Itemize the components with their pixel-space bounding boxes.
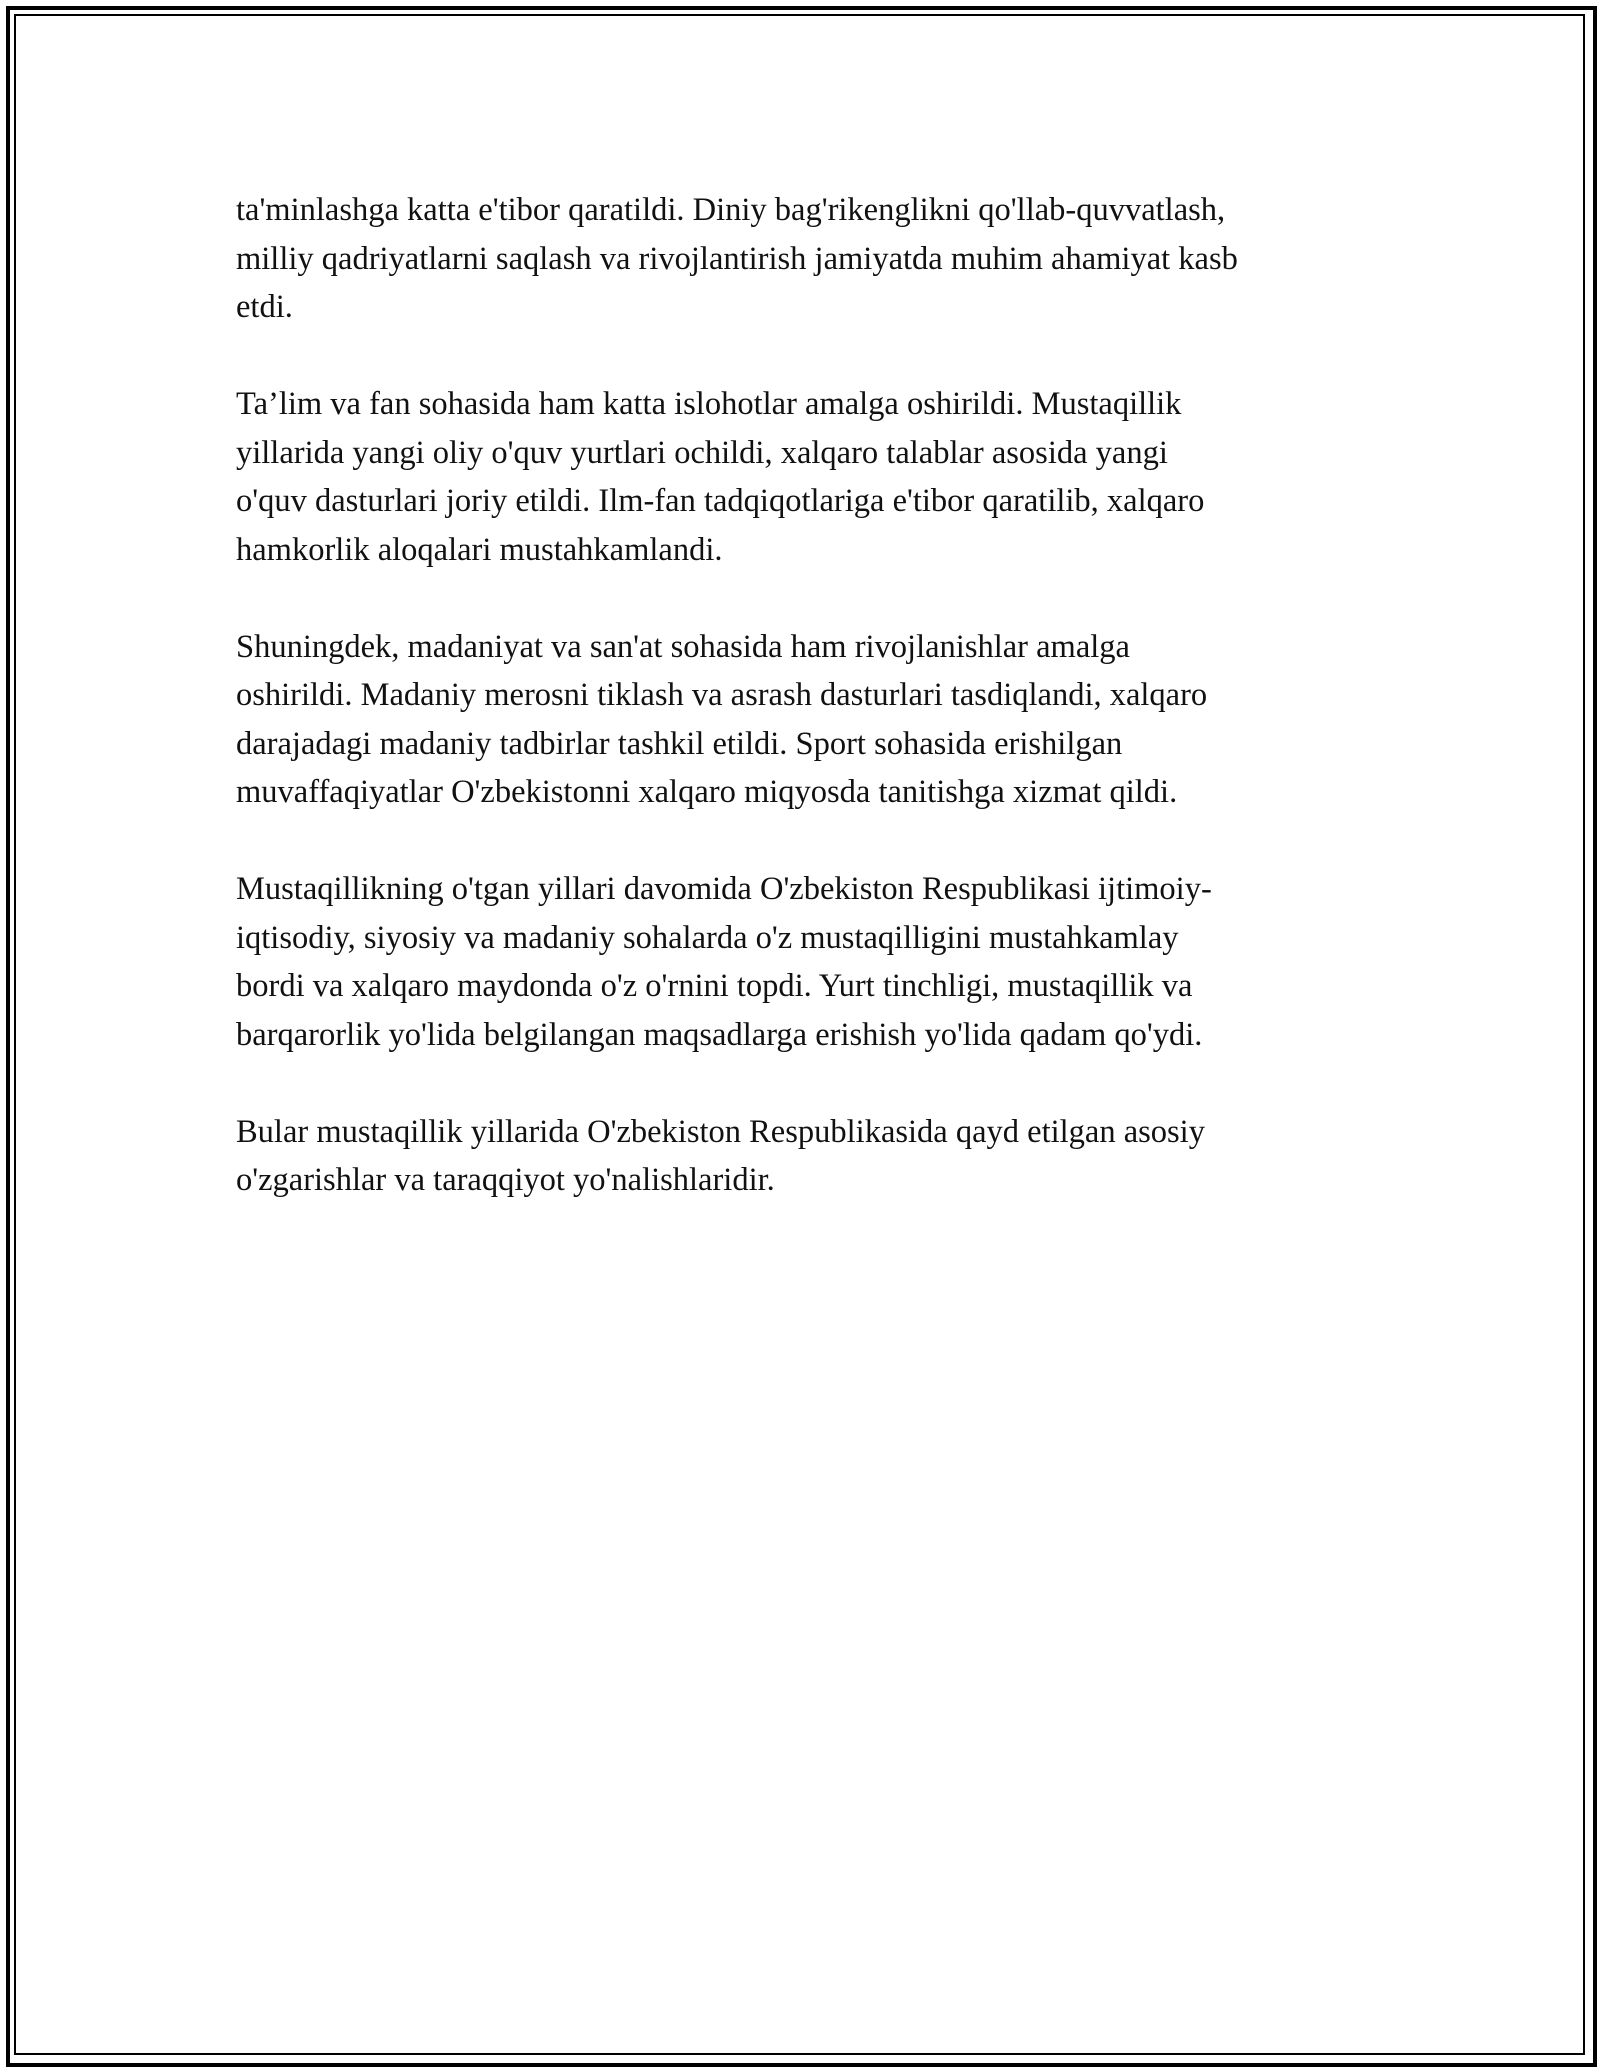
paragraph-5: Bular mustaqillik yillarida O'zbekiston Respublikasida qayd etilgan asosiy o'zgarishlar va taraqqiyot yo'nalishlaridir.: [236, 1113, 1205, 1198]
paragraph-4: Mustaqillikning o'tgan yillari davomida O'zbekiston Respublikasi ijtimoiy- iqtisodiy, siyosiy va madaniy sohalarda o'z mustaqilligini mustahkamlay bordi va xalqaro maydonda o'z o'rnini topdi. Yurt tinchligi, mustaqillik va barqarorlik yo'lida belgilangan maqsadlarga erishish yo'lida qadam qo'ydi.: [236, 871, 1212, 1053]
paragraph-2: Ta’lim va fan sohasida ham katta islohotlar amalga oshirildi. Mustaqillik yillarida yangi oliy o'quv yurtlari ochildi, xalqaro talablar asosida yangi o'quv dasturlari joriy etildi. Ilm-fan tadqiqotlariga e'tibor qaratilib, xalqaro hamkorlik aloqalari mustahkamlandi.: [236, 386, 1205, 568]
paragraph-3: Shuningdek, madaniyat va san'at sohasida ham rivojlanishlar amalga oshirildi. Madaniy merosni tiklash va asrash dasturlari tasdiqlandi, xalqaro darajadagi madaniy tadbirlar tashkil etildi. Sport sohasida erishilgan muvaffaqiyatlar O'zbekistonni xalqaro miqyosda tanitishga xizmat qildi.: [236, 628, 1208, 810]
paragraph-1: ta'minlashga katta e'tibor qaratildi. Diniy bag'rikenglikni qo'llab-quvvatlash, milliy qadriyatlarni saqlash va rivojlantirish jamiyatda muhim ahamiyat kasb etdi.: [236, 192, 1238, 325]
document-body: [236, 186, 1386, 1253]
